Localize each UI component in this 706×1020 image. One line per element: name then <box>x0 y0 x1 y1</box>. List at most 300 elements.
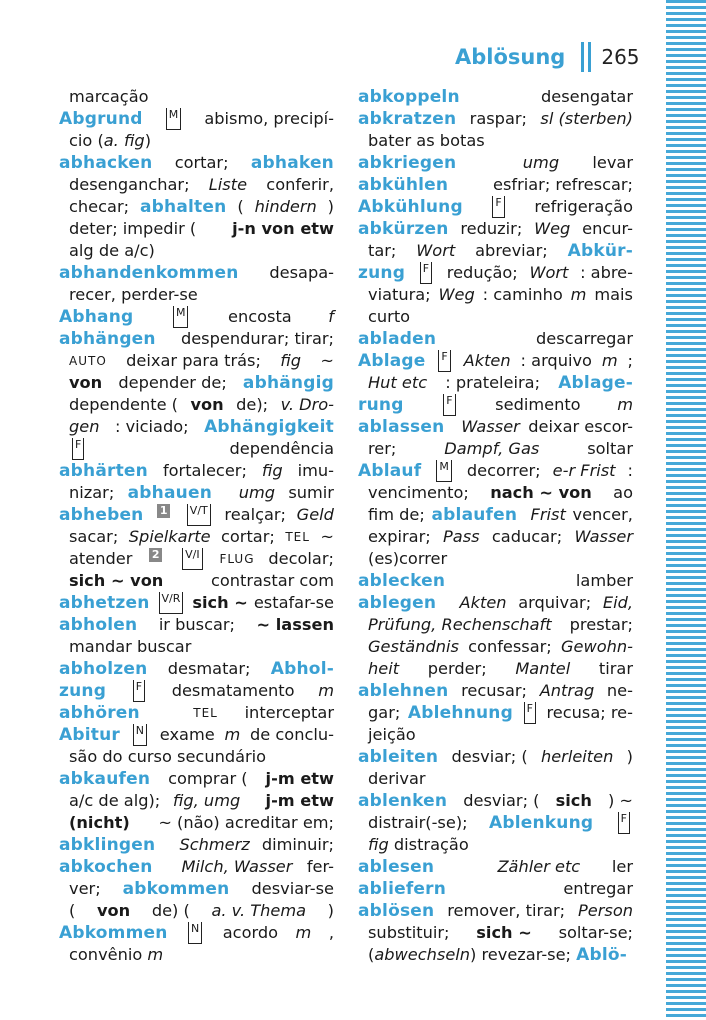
definition-text: ao <box>613 483 633 502</box>
italic-text: sl (sterben) <box>540 109 633 128</box>
dictionary-line <box>59 768 334 790</box>
entry-headword: ablenken <box>358 791 448 811</box>
dictionary-line <box>59 878 334 900</box>
definition-text: : viciado; <box>114 417 189 436</box>
gender-tag: F <box>420 262 432 284</box>
dictionary-line <box>358 812 633 834</box>
definition-text: viatura; <box>368 285 431 304</box>
dictionary-line <box>358 790 633 812</box>
italic-text: Pass <box>443 527 480 546</box>
entry-headword: rung <box>358 395 404 415</box>
dictionary-line <box>358 372 633 394</box>
dictionary-line <box>59 702 334 724</box>
dictionary-line <box>59 790 334 812</box>
definition-text: recusar; <box>461 681 528 700</box>
dictionary-line <box>59 570 334 592</box>
italic-text: m <box>570 285 587 304</box>
definition-text: deixar escor- <box>528 417 633 436</box>
dictionary-line <box>358 394 633 416</box>
dictionary-line <box>358 680 633 702</box>
dictionary-line <box>59 416 334 438</box>
dictionary-line <box>59 284 334 306</box>
definition-text: despendurar; tirar; <box>180 329 334 348</box>
entry-headword: abkürzen <box>358 219 449 239</box>
dictionary-line <box>59 394 334 416</box>
entry-headword: abliefern <box>358 879 447 899</box>
italic-text: Mantel <box>515 659 571 678</box>
definition-text: encosta <box>228 307 292 326</box>
italic-text: Frist <box>530 505 566 524</box>
definition-text: sacar; <box>69 527 119 546</box>
bold-text: j-m etw <box>265 769 334 788</box>
definition-text: ) revezar-se; <box>470 945 577 964</box>
entry-headword: abkommen <box>122 879 230 899</box>
definition-text: refrigeração <box>534 197 633 216</box>
dictionary-line <box>59 262 334 284</box>
entry-headword: abholzen <box>59 659 148 679</box>
italic-text: Wasser <box>574 527 633 546</box>
italic-text: Weg <box>534 219 571 238</box>
definition-text: ( <box>368 945 375 964</box>
dictionary-line <box>59 834 334 856</box>
italic-text: v. Dro- <box>280 395 334 414</box>
definition-text: checar; <box>69 197 130 216</box>
dictionary-line <box>358 284 633 306</box>
definition-text: curto <box>368 307 411 326</box>
gender-tag: N <box>133 724 147 746</box>
italic-text: f <box>328 307 334 326</box>
gender-tag: F <box>492 196 504 218</box>
definition-text: diminuir; <box>261 835 334 854</box>
dictionary-line <box>59 218 334 240</box>
entry-headword: ablaufen <box>431 505 518 525</box>
dictionary-line <box>358 614 633 636</box>
italic-text: fig <box>368 835 389 854</box>
gender-tag: F <box>524 702 536 724</box>
bold-text: von <box>69 373 103 392</box>
dictionary-line <box>59 944 334 966</box>
definition-text: decolar; <box>268 549 334 568</box>
italic-text: hindern <box>254 197 317 216</box>
dictionary-line <box>59 174 334 196</box>
definition-text: remover, tirar; <box>447 901 566 920</box>
definition-text: entregar <box>563 879 633 898</box>
entry-headword: abkühlen <box>358 175 449 195</box>
dictionary-line <box>358 262 633 284</box>
italic-text: Weg <box>438 285 475 304</box>
dictionary-line <box>59 856 334 878</box>
dictionary-line <box>358 240 633 262</box>
italic-text: a. v. Thema <box>211 901 307 920</box>
definition-text: reduzir; <box>460 219 523 238</box>
italic-text: heit <box>368 659 400 678</box>
definition-text: substituir; <box>368 923 450 942</box>
entry-headword: abhacken <box>59 153 153 173</box>
bold-text: j-n von etw <box>232 219 334 238</box>
definition-text: esfriar; refrescar; <box>493 175 633 194</box>
entry-headword: Abhol- <box>270 659 334 679</box>
dictionary-line <box>59 724 334 746</box>
italic-text: gen <box>69 417 100 436</box>
italic-text: umg <box>238 483 275 502</box>
definition-text: desviar; ( <box>451 747 528 766</box>
definition-text: ler <box>611 857 633 876</box>
entry-headword: abhängen <box>59 329 156 349</box>
dictionary-line <box>59 504 334 526</box>
gender-tag: N <box>188 922 202 944</box>
italic-text: m <box>295 923 312 942</box>
bold-text: (nicht) <box>69 813 130 832</box>
entry-headword: abhängig <box>242 373 334 393</box>
italic-text: Geld <box>296 505 334 524</box>
italic-text: Schmerz <box>179 835 250 854</box>
gender-tag: F <box>72 438 84 460</box>
italic-text: Wasser <box>461 417 520 436</box>
sense-number: 2 <box>149 548 162 562</box>
definition-text: fortalecer; <box>162 461 247 480</box>
definition-text: descarregar <box>536 329 633 348</box>
dictionary-line <box>358 878 633 900</box>
definition-text: cortar; <box>221 527 275 546</box>
definition-text: lamber <box>575 571 633 590</box>
dictionary-line <box>358 218 633 240</box>
definition-text: exame <box>159 725 215 744</box>
entry-headword: abhandenkommen <box>59 263 239 283</box>
dictionary-line <box>358 152 633 174</box>
gender-tag: V/R <box>159 592 184 614</box>
dictionary-line <box>358 856 633 878</box>
dictionary-line <box>358 86 633 108</box>
entry-headword: Ablage <box>358 351 426 371</box>
italic-text: Wort <box>416 241 456 260</box>
definition-text: recusa; re- <box>546 703 633 722</box>
definition-text: : caminho <box>482 285 563 304</box>
dictionary-line <box>358 482 633 504</box>
italic-text: a. fig <box>103 131 145 150</box>
dictionary-line <box>358 460 633 482</box>
italic-text: m <box>224 725 241 744</box>
entry-headword: abholen <box>59 615 138 635</box>
definition-text: estafar-se <box>253 593 334 612</box>
dictionary-line <box>358 108 633 130</box>
definition-text: desviar-se <box>251 879 334 898</box>
definition-text: ~ <box>320 527 334 546</box>
bold-text: nach ~ von <box>490 483 592 502</box>
definition-text: contrastar com <box>210 571 334 590</box>
bold-text: sich ~ <box>476 923 532 942</box>
entry-headword: abhaken <box>250 153 334 173</box>
entry-headword: abklingen <box>59 835 156 855</box>
page-header <box>455 40 640 74</box>
italic-text: Zähler etc <box>497 857 581 876</box>
entry-headword: ablecken <box>358 571 446 591</box>
definition-text: , <box>328 923 334 942</box>
dictionary-line <box>59 306 334 328</box>
definition-text: acordo <box>222 923 279 942</box>
dictionary-line <box>59 614 334 636</box>
definition-text: fim de; <box>368 505 425 524</box>
entry-headword: abkriegen <box>358 153 457 173</box>
dictionary-line <box>59 196 334 218</box>
entry-headword: ablösen <box>358 901 435 921</box>
italic-text: fig, umg <box>172 791 241 810</box>
italic-text: m <box>617 395 633 414</box>
definition-text: realçar; <box>224 505 287 524</box>
definition-text: vencimento; <box>368 483 469 502</box>
definition-text: prestar; <box>569 615 633 634</box>
entry-headword: abhalten <box>139 197 227 217</box>
definition-text: dependente ( <box>69 395 178 414</box>
definition-text: ) <box>327 901 334 920</box>
definition-text: depender de; <box>118 373 227 392</box>
definition-text: recer, perder-se <box>69 285 198 304</box>
definition-text: confessar; <box>468 637 552 656</box>
entry-headword: zung <box>59 681 107 701</box>
definition-text: imu- <box>297 461 334 480</box>
dictionary-line <box>358 504 633 526</box>
definition-text: cio ( <box>69 131 104 150</box>
definition-text: são do curso secundário <box>69 747 267 766</box>
definition-text: perder; <box>427 659 487 678</box>
definition-text: deixar para trás; <box>126 351 261 370</box>
bold-text: von <box>96 901 131 920</box>
dictionary-line <box>59 350 334 372</box>
italic-text: umg <box>522 153 560 172</box>
bold-text: von <box>190 395 224 414</box>
dictionary-line <box>358 592 633 614</box>
entry-headword: Abitur <box>59 725 120 745</box>
italic-text: Dampf, Gas <box>444 439 540 458</box>
italic-text: Milch, Wasser <box>181 857 293 876</box>
dictionary-line <box>358 944 633 966</box>
dictionary-line <box>358 570 633 592</box>
definition-text: deter; impedir ( <box>69 219 197 238</box>
entry-headword: abhören <box>59 703 140 723</box>
definition-text: tirar <box>598 659 633 678</box>
gender-tag: M <box>436 460 452 482</box>
dictionary-line <box>358 438 633 460</box>
dictionary-line <box>59 108 334 130</box>
definition-text: expirar; <box>368 527 431 546</box>
dictionary-line <box>358 526 633 548</box>
definition-text: desmatamento <box>171 681 295 700</box>
dictionary-line <box>358 350 633 372</box>
definition-text: de); <box>236 395 269 414</box>
bold-text: sich <box>555 791 592 810</box>
definition-text: abreviar; <box>475 241 548 260</box>
entry-headword: ablassen <box>358 417 445 437</box>
thumb-index-stripes <box>666 0 706 1020</box>
italic-text: Liste <box>208 175 248 194</box>
gender-tag: M <box>173 306 189 328</box>
italic-text: Geständnis <box>368 637 459 656</box>
entry-headword: zung <box>358 263 406 283</box>
right-column <box>358 86 633 966</box>
dictionary-line <box>59 526 334 548</box>
entry-headword: Abkommen <box>59 923 168 943</box>
entry-headword: Ablö- <box>576 945 628 965</box>
definition-text: ( <box>237 197 244 216</box>
dictionary-line <box>358 658 633 680</box>
entry-headword: Ablauf <box>358 461 422 481</box>
dictionary-line <box>358 130 633 152</box>
italic-text: Wort <box>529 263 569 282</box>
italic-text: Akten <box>463 351 511 370</box>
definition-text: levar <box>592 153 633 172</box>
dictionary-line <box>59 636 334 658</box>
entry-headword: Ablage- <box>558 373 633 393</box>
entry-headword: ablesen <box>358 857 435 877</box>
dictionary-line <box>59 746 334 768</box>
entry-headword: ablehnen <box>358 681 449 701</box>
definition-text: rer; <box>368 439 397 458</box>
gender-tag: V/I <box>182 548 202 570</box>
dictionary-line <box>59 482 334 504</box>
definition-text: conferir, <box>266 175 334 194</box>
definition-text: fer- <box>306 857 334 876</box>
entry-headword: Abgrund <box>59 109 143 129</box>
entry-headword: abheben <box>59 505 144 525</box>
definition-text: mais <box>594 285 633 304</box>
definition-text: distrair(-se); <box>368 813 468 832</box>
usage-label: TEL <box>285 530 310 544</box>
dictionary-line <box>358 900 633 922</box>
dictionary-line <box>358 196 633 218</box>
entry-headword: abhauen <box>127 483 212 503</box>
dictionary-line <box>59 438 334 460</box>
dictionary-line <box>59 922 334 944</box>
definition-text: ) <box>144 131 152 150</box>
definition-text: encur- <box>582 219 633 238</box>
dictionary-line <box>59 592 334 614</box>
definition-text: tar; <box>368 241 397 260</box>
dictionary-line <box>59 658 334 680</box>
definition-text: atender <box>69 549 133 568</box>
definition-text: ir buscar; <box>158 615 236 634</box>
dictionary-line <box>358 636 633 658</box>
definition-text: cortar; <box>174 153 229 172</box>
italic-text: Hut etc <box>368 373 428 392</box>
italic-text: Akten <box>459 593 507 612</box>
dictionary-line <box>358 328 633 350</box>
definition-text: interceptar <box>244 703 334 722</box>
bold-text: sich ~ <box>192 593 248 612</box>
usage-label: TEL <box>193 706 218 720</box>
italic-text: Person <box>578 901 633 920</box>
definition-text: marcação <box>69 87 149 106</box>
dictionary-line <box>59 812 334 834</box>
italic-text: Gewohn- <box>560 637 633 656</box>
gender-tag: V/T <box>187 504 211 526</box>
definition-text: mandar buscar <box>69 637 192 656</box>
definition-text: : prateleira; <box>445 373 541 392</box>
definition-text: caducar; <box>491 527 563 546</box>
italic-text: herleiten <box>540 747 614 766</box>
entry-headword: Ablenkung <box>489 813 594 833</box>
definition-text: desapa- <box>269 263 334 282</box>
definition-text: de conclu- <box>250 725 334 744</box>
italic-text: abwechseln <box>374 945 471 964</box>
entry-headword: ableiten <box>358 747 439 767</box>
entry-headword: Abkür- <box>567 241 633 261</box>
usage-label: AUTO <box>69 354 107 368</box>
dictionary-line <box>59 900 334 922</box>
entry-headword: Ablehnung <box>407 703 513 723</box>
italic-text: Eid, <box>602 593 633 612</box>
gender-tag: F <box>438 350 450 372</box>
definition-text: ne- <box>606 681 633 700</box>
dictionary-line <box>59 130 334 152</box>
bold-text: sich ~ von <box>69 571 164 590</box>
definition-text: ( <box>69 901 76 920</box>
definition-text: vencer, <box>572 505 633 524</box>
definition-text: a/c de alg); <box>69 791 161 810</box>
dictionary-line <box>358 724 633 746</box>
entry-headword: abhetzen <box>59 593 150 613</box>
dictionary-line <box>358 306 633 328</box>
definition-text: desmatar; <box>167 659 251 678</box>
entry-headword: Abkühlung <box>358 197 463 217</box>
definition-text: ~ (não) acreditar em; <box>158 813 334 832</box>
definition-text: desenganchar; <box>69 175 190 194</box>
definition-text: ver; <box>69 879 101 898</box>
italic-text: e-r Frist <box>552 461 616 480</box>
dictionary-line <box>59 328 334 350</box>
dictionary-line <box>59 372 334 394</box>
definition-text: ~ <box>320 351 334 370</box>
dictionary-line <box>358 922 633 944</box>
definition-text: arquivar; <box>518 593 592 612</box>
dictionary-line <box>358 746 633 768</box>
gender-tag: M <box>166 108 182 130</box>
definition-text: soltar-se; <box>558 923 633 942</box>
gender-tag: F <box>133 680 145 702</box>
definition-text: decorrer; <box>466 461 541 480</box>
entry-headword: abhärten <box>59 461 148 481</box>
entry-headword: abkaufen <box>59 769 151 789</box>
dictionary-line <box>358 416 633 438</box>
definition-text: gar; <box>368 703 401 722</box>
dictionary-line <box>59 152 334 174</box>
usage-label: FLUG <box>219 552 255 566</box>
definition-text: bater as botas <box>368 131 485 150</box>
dictionary-line <box>358 548 633 570</box>
definition-text: ) <box>327 197 334 216</box>
entry-headword: ablegen <box>358 593 437 613</box>
definition-text: convênio <box>69 945 148 964</box>
bold-text: j-m etw <box>265 791 334 810</box>
definition-text: sedimento <box>495 395 581 414</box>
italic-text: m <box>601 351 618 370</box>
dictionary-line <box>358 702 633 724</box>
running-headword: Ablösung <box>455 45 566 69</box>
definition-text: dependência <box>229 439 334 458</box>
definition-text: : abre- <box>580 263 633 282</box>
gender-tag: F <box>443 394 455 416</box>
definition-text: nizar; <box>69 483 115 502</box>
italic-text: m <box>318 681 334 700</box>
definition-text: jeição <box>368 725 416 744</box>
definition-text: derivar <box>368 769 426 788</box>
definition-text: comprar ( <box>168 769 248 788</box>
dictionary-line <box>358 768 633 790</box>
bold-text: ~ lassen <box>256 615 334 634</box>
definition-text: soltar <box>587 439 633 458</box>
dictionary-line <box>358 834 633 856</box>
italic-text: Spielkarte <box>128 527 211 546</box>
italic-text: fig <box>280 351 302 370</box>
italic-text: Prüfung, Rechenschaft <box>368 615 552 634</box>
